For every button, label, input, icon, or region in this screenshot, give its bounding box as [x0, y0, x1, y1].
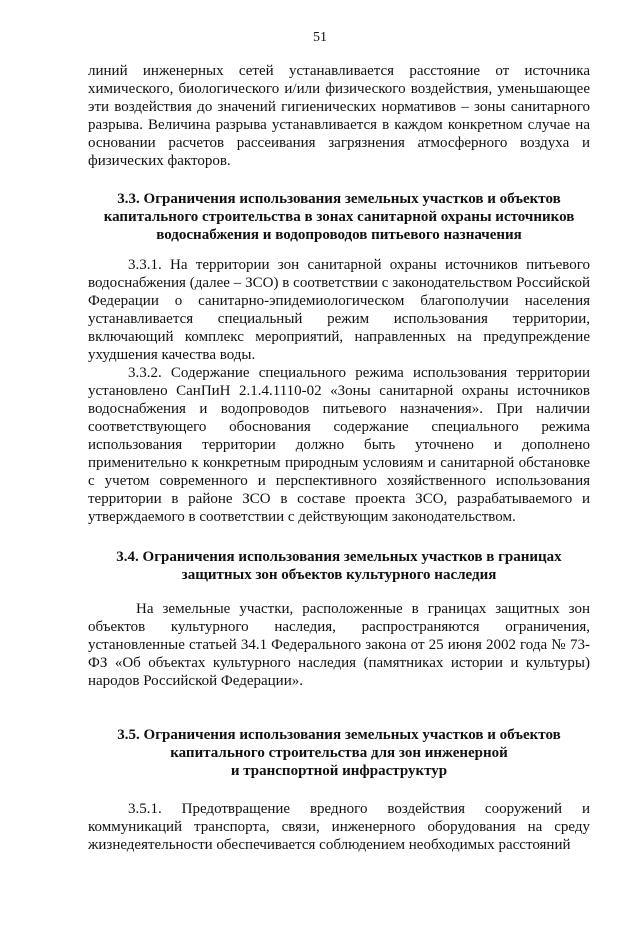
paragraph-3-5-1: 3.5.1. Предотвращение вредного воздействия сооружений и коммуникаций транспорта, связи, инженерного оборудования на среду жизнедеятельности обеспечивается соблюдением необходимых расстояний	[88, 801, 590, 853]
heading-line: защитных зон объектов культурного наследия	[181, 567, 497, 583]
intro-paragraph: линий инженерных сетей устанавливается расстояние от источника химического, биологического и/или физического воздействия, уменьшающее эти воздействия до значений гигиенических нормативов – зоны санитарного разрыва. Величина разрыва устанавливается в каждом конкретном случае на основании расчетов рассеивания загрязнения атмосферного воздуха и физических факторов.	[88, 63, 590, 169]
section-3-3-heading	[88, 190, 590, 244]
section-3-4-heading	[88, 548, 590, 584]
heading-line: капитального строительства в зонах санитарной охраны источников	[103, 209, 575, 225]
heading-line: 3.3. Ограничения использования земельных участков и объектов	[117, 191, 561, 207]
page-body	[88, 62, 590, 854]
section-3-5-heading	[88, 726, 590, 780]
heading-line: 3.5. Ограничения использования земельных участков и объектов	[117, 727, 561, 743]
paragraph-3-3-1: 3.3.1. На территории зон санитарной охраны источников питьевого водоснабжения (далее – ЗСО) в соответствии с законодательством Российской Федерации о санитарно-эпидемиологическом благополучии населения устанавливается специальный режим использования территории, включающий комплекс мероприятий, направленных на предупреждение ухудшения качества воды.	[88, 257, 590, 363]
heading-line: капитального строительства для зон инженерной	[170, 745, 508, 761]
paragraph-3-3-2: 3.3.2. Содержание специального режима использования территории установлено СанПиН 2.1.4.1110-02 «Зоны санитарной охраны источников водоснабжения и водопроводов питьевого назначения». При наличии соответствующего обоснования содержание специального режима использования территории должно быть уточнено и дополнено применительно к конкретным природным условиям и санитарной обстановке с учетом современного и перспективного хозяйственного использования территории в районе ЗСО в составе проекта ЗСО, разрабатываемого и утверждаемого в соответствии с действующим законодательством.	[88, 365, 590, 525]
heading-line: 3.4. Ограничения использования земельных участков в границах	[116, 549, 562, 565]
page-number: 51	[313, 30, 327, 45]
heading-line: и транспортной инфраструктур	[230, 763, 448, 779]
paragraph-3-4: На земельные участки, расположенные в границах защитных зон объектов культурного наследия, распространяются ограничения, установленные статьей 34.1 Федерального закона от 25 июня 2002 года № 73-ФЗ «Об объектах культурного наследия (памятниках истории и культуры) народов Российской Федерации».	[88, 601, 590, 689]
heading-line: водоснабжения и водопроводов питьевого назначения	[156, 227, 522, 243]
